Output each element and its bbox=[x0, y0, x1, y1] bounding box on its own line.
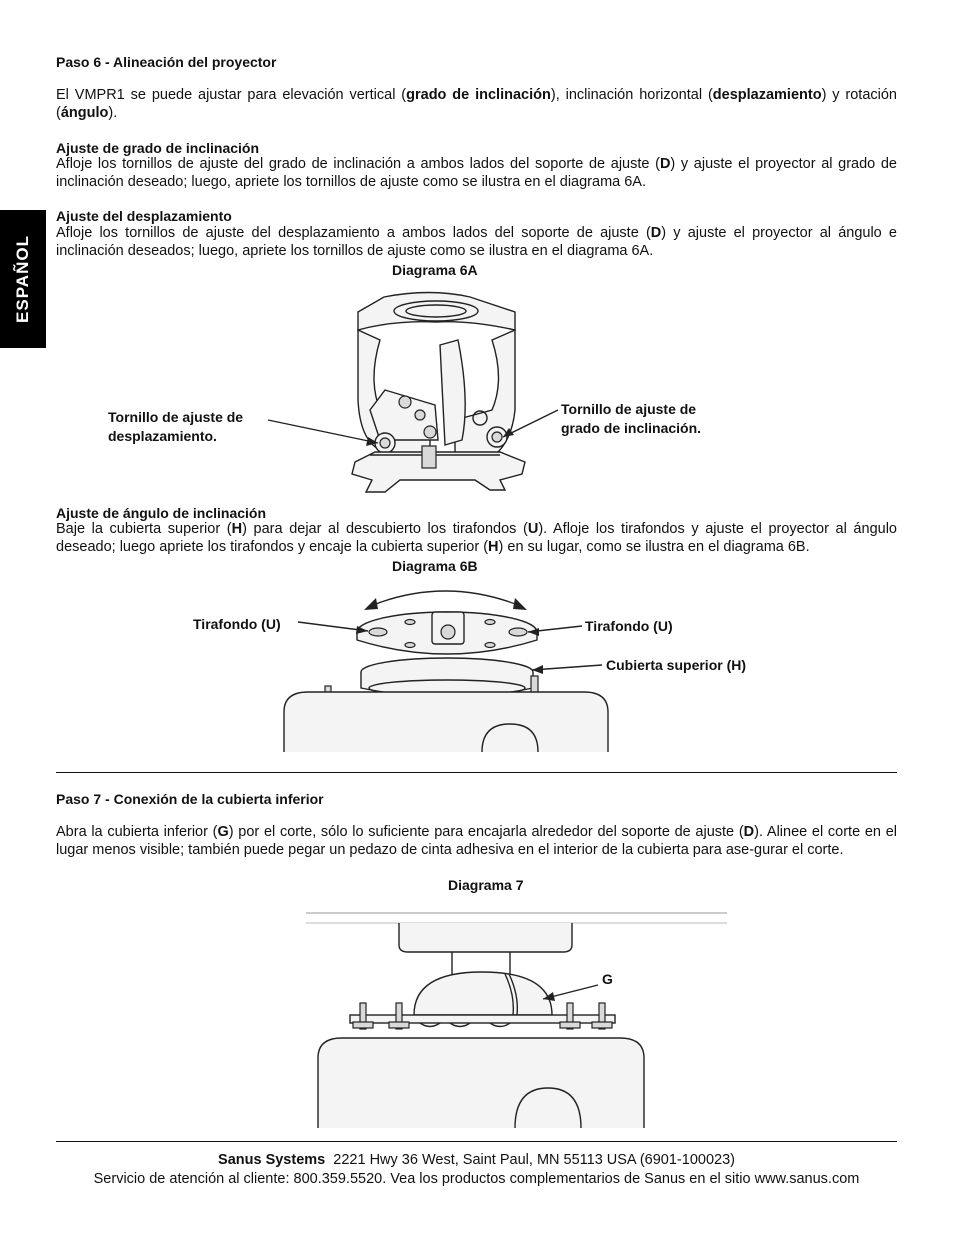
step6-title: Paso 6 - Alineación del proyector bbox=[56, 54, 277, 70]
diagram-6b-label-cover: Cubierta superior (H) bbox=[606, 657, 747, 673]
diagram-7-label-g: G bbox=[602, 971, 613, 987]
step6-intro: El VMPR1 se puede ajustar para elevación vertical (grado de inclinación), inclinación horizontal (desplazamiento) y rotación (ángulo). bbox=[56, 87, 897, 121]
footer-divider bbox=[56, 1141, 897, 1142]
angle-heading: Ajuste de ángulo de inclinación bbox=[56, 505, 267, 521]
diagram-6b-label-left: Tirafondo (U) bbox=[193, 616, 281, 632]
step7-title: Paso 7 - Conexión de la cubierta inferior bbox=[56, 791, 324, 807]
tilt-heading: Ajuste de grado de inclinación bbox=[56, 140, 260, 156]
diagram-6b-caption: Diagrama 6B bbox=[392, 558, 478, 574]
footer-service: Servicio de atención al cliente: 800.359.5520. Vea los productos complementarios de Sanus en el sitio www.sanus.com bbox=[93, 1171, 860, 1187]
shift-heading: Ajuste del desplazamiento bbox=[56, 208, 232, 224]
footer-address-line bbox=[56, 1152, 897, 1168]
angle-text: Baje la cubierta superior (H) para dejar al descubierto los tirafondos (U). Afloje los tirafondos y ajuste el proyector al ángulo deseado; luego apriete los tirafondos y encaje la cubierta superior (H) en su lugar, como se ilustra en el diagrama 6B. bbox=[56, 521, 897, 555]
shift-text: Afloje los tornillos de ajuste del desplazamiento a ambos lados del soporte de ajuste (D) y ajuste el proyector al ángulo e inclinación deseados; luego, apriete los tornillos de ajuste como se ilustra en el diagrama 6A. bbox=[56, 225, 897, 259]
diagram-6b-label-right: Tirafondo (U) bbox=[585, 618, 673, 634]
footer-company: Sanus Systems bbox=[218, 1152, 326, 1168]
diagram-6a-caption: Diagrama 6A bbox=[392, 262, 478, 278]
diagram-6a-label-left: Tornillo de ajuste de desplazamiento. bbox=[108, 409, 244, 444]
step7-text: Abra la cubierta inferior (G) por el corte, sólo lo suficiente para encajarla alrededor del soporte de ajuste (D). Alinee el corte en el lugar menos visible; también puede pegar un pedazo de cinta adhesiva en el interior de la cubierta para ase-gurar el corte. bbox=[56, 824, 897, 858]
tilt-text: Afloje los tornillos de ajuste del grado de inclinación a ambos lados del soporte de ajuste (D) y ajuste el proyector al grado de inclinación deseado; luego, apriete los tornillos de ajuste como se ilustra en el diagrama 6A. bbox=[56, 156, 897, 190]
language-tab-label: ESPAÑOL bbox=[13, 235, 32, 323]
diagram-6a-label-right: Tornillo de ajuste de grado de inclinación. bbox=[561, 401, 702, 436]
diagram-7-caption: Diagrama 7 bbox=[448, 877, 524, 893]
footer-address: 2221 Hwy 36 West, Saint Paul, MN 55113 USA (6901-100023) bbox=[333, 1152, 735, 1168]
